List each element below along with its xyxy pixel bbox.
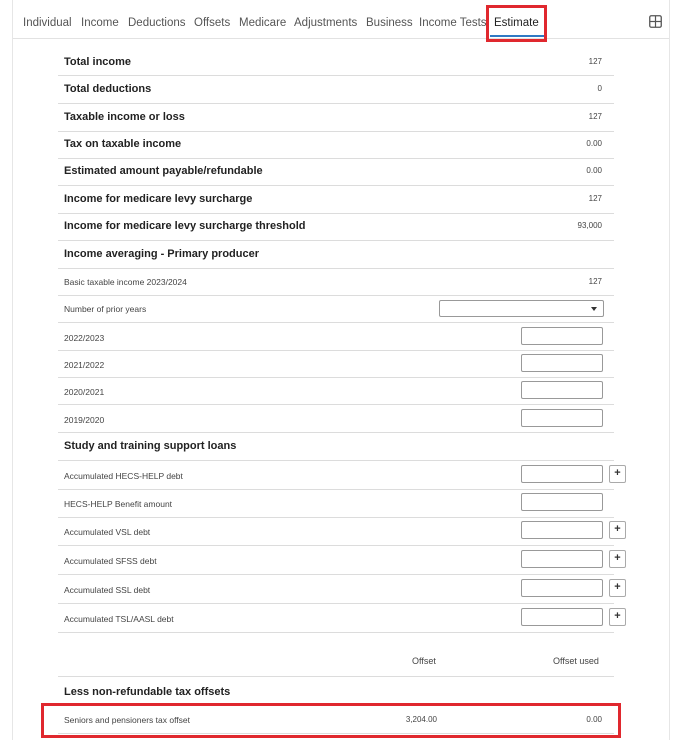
hecs-help-benefit-label: HECS-HELP Benefit amount (64, 499, 173, 509)
plus-icon[interactable]: + (609, 608, 626, 626)
seniors-offset-used-value: 0.00 (586, 715, 602, 724)
tax-on-taxable-label: Tax on taxable income (64, 138, 182, 150)
year-2019-2020-label: 2019/2020 (64, 415, 105, 425)
row-sfss-debt (58, 546, 621, 575)
mls-income-label: Income for medicare levy surcharge (64, 193, 253, 205)
mls-threshold-value: 93,000 (577, 221, 602, 230)
estimated-payable-label: Estimated amount payable/refundable (64, 165, 263, 177)
year-2022-2023-label: 2022/2023 (64, 333, 105, 343)
column-header-offset: Offset (412, 656, 436, 666)
tab-medicare[interactable]: Medicare (239, 17, 287, 29)
hecs-help-debt-label: Accumulated HECS-HELP debt (64, 471, 183, 481)
tab-individual[interactable]: Individual (23, 17, 72, 29)
ssl-debt-label: Accumulated SSL debt (64, 585, 151, 595)
row-year-2022-2023 (58, 323, 614, 351)
mls-income-value: 127 (588, 194, 602, 203)
plus-icon[interactable]: + (609, 465, 626, 483)
basic-taxable-value: 127 (588, 277, 602, 286)
offsets-divider (58, 676, 614, 677)
income-averaging-heading: Income averaging - Primary producer (64, 248, 260, 260)
row-mls-income (58, 186, 614, 214)
year-2022-2023-input[interactable] (521, 327, 603, 345)
row-year-2021-2022 (58, 350, 614, 378)
tab-offsets[interactable]: Offsets (194, 17, 231, 29)
row-loans-heading (58, 433, 614, 461)
row-ssl-debt (58, 575, 621, 604)
tsl-aasl-debt-input[interactable] (521, 608, 603, 626)
row-vsl-debt (58, 517, 621, 546)
estimated-payable-value: 0.00 (586, 166, 602, 175)
plus-icon[interactable]: + (609, 579, 626, 597)
seniors-offset-value: 3,204.00 (405, 715, 437, 724)
row-prior-years (58, 295, 614, 323)
seniors-offset-label: Seniors and pensioners tax offset (64, 715, 191, 725)
year-2019-2020-input[interactable] (521, 409, 603, 427)
prior-years-select[interactable] (439, 300, 604, 317)
row-mls-threshold (58, 213, 614, 241)
row-tsl-aasl-debt (58, 604, 621, 633)
offsets-heading: Less non-refundable tax offsets (64, 686, 231, 698)
frame-left-border (12, 0, 13, 740)
row-basic-taxable (58, 268, 614, 296)
total-income-label: Total income (64, 56, 132, 68)
row-year-2020-2021 (58, 377, 614, 405)
vsl-debt-input[interactable] (521, 521, 603, 539)
ssl-debt-input[interactable] (521, 579, 603, 597)
sfss-debt-input[interactable] (521, 550, 603, 568)
plus-icon[interactable]: + (609, 521, 626, 539)
year-2021-2022-input[interactable] (521, 354, 603, 372)
row-year-2019-2020 (58, 405, 614, 433)
taxable-income-label: Taxable income or loss (64, 111, 185, 123)
year-2021-2022-label: 2021/2022 (64, 360, 105, 370)
sfss-debt-label: Accumulated SFSS debt (64, 556, 157, 566)
total-deductions-label: Total deductions (64, 83, 152, 95)
caret-down-icon (591, 307, 597, 311)
hecs-help-debt-input[interactable] (521, 465, 603, 483)
row-income-averaging-heading (58, 241, 614, 269)
tax-on-taxable-value: 0.00 (586, 139, 602, 148)
row-estimated-payable (58, 158, 614, 186)
row-total-income (58, 48, 614, 76)
tab-business[interactable]: Business (366, 17, 413, 29)
hecs-help-benefit-input[interactable] (521, 493, 603, 511)
tab-income-tests[interactable]: Income Tests (419, 17, 487, 29)
vsl-debt-label: Accumulated VSL debt (64, 527, 151, 537)
total-deductions-value: 0 (597, 84, 602, 93)
tab-adjustments[interactable]: Adjustments (294, 17, 358, 29)
total-income-value: 127 (588, 57, 602, 66)
frame-right-border (669, 0, 670, 740)
row-hecs-help-debt (58, 461, 621, 490)
prior-years-label: Number of prior years (64, 304, 147, 314)
tsl-aasl-debt-label: Accumulated TSL/AASL debt (64, 614, 174, 624)
column-header-offset-used: Offset used (553, 656, 599, 666)
year-2020-2021-input[interactable] (521, 381, 603, 399)
grid-icon[interactable] (649, 15, 662, 28)
row-hecs-help-benefit (58, 489, 614, 518)
tab-highlight-box (486, 5, 547, 42)
tab-deductions[interactable]: Deductions (128, 17, 186, 29)
seniors-offset-highlight-box (41, 703, 621, 738)
row-taxable-income (58, 104, 614, 132)
tab-estimate[interactable]: Estimate (494, 17, 539, 29)
basic-taxable-label: Basic taxable income 2023/2024 (64, 277, 187, 287)
row-tax-on-taxable (58, 131, 614, 159)
year-2020-2021-label: 2020/2021 (64, 387, 105, 397)
mls-threshold-label: Income for medicare levy surcharge threshold (64, 220, 306, 232)
tab-income[interactable]: Income (81, 17, 119, 29)
row-total-deductions (58, 76, 614, 104)
plus-icon[interactable]: + (609, 550, 626, 568)
taxable-income-value: 127 (588, 112, 602, 121)
loans-heading: Study and training support loans (64, 440, 237, 452)
